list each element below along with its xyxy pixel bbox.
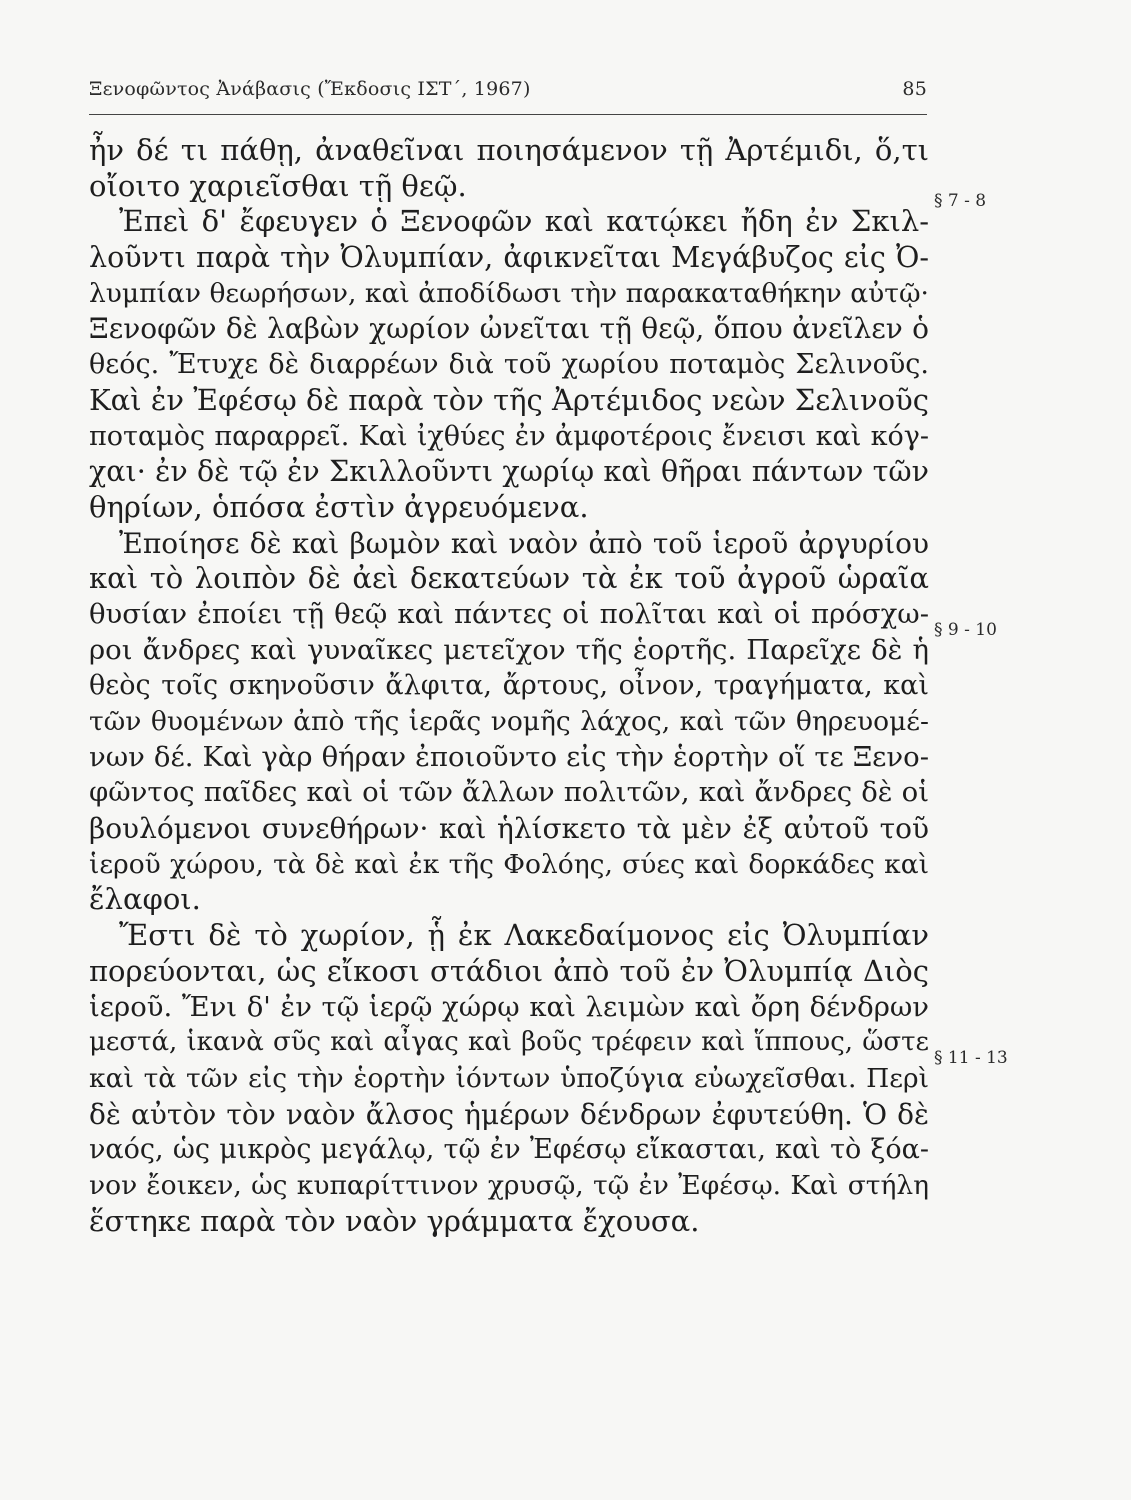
text-line: Ξενοφῶν δὲ λαβὼν χωρίον ὠνεῖται τῇ θεῷ, ὅπου ἀνεῖλεν ὁ xyxy=(89,312,929,346)
text-line: λυμπίαν θεωρήσων, καὶ ἀποδίδωσι τὴν παρακαταθήκην αὐτῷ· xyxy=(89,277,929,309)
text-line: Ἔστι δὲ τὸ χωρίον, ᾗ ἐκ Λακεδαίμονος εἰς Ὀλυμπίαν xyxy=(119,918,929,953)
text-line: θηρίων, ὁπόσα ἐστὶν ἀγρευόμενα. xyxy=(89,489,589,524)
text-line: ἔλαφοι. xyxy=(89,882,201,917)
header-rule xyxy=(89,114,927,115)
text-line: Ἐποίησε δὲ καὶ βωμὸν καὶ ναὸν ἀπὸ τοῦ ἱεροῦ ἀργυρίου xyxy=(119,526,929,560)
text-line: θεός. Ἔτυχε δὲ διαρρέων διὰ τοῦ χωρίου ποταμὸς Σελινοῦς. xyxy=(89,349,929,381)
page-number: 85 xyxy=(902,78,927,100)
text-line: ναός, ὡς μικρὸς μεγάλῳ, τῷ ἐν Ἐφέσῳ εἴκασται, καὶ τὸ ξόα- xyxy=(89,1134,929,1166)
text-line: θυσίαν ἐποίει τῇ θεῷ καὶ πάντες οἱ πολῖται καὶ οἱ πρόσχω- xyxy=(89,597,929,630)
text-line: καὶ τὰ τῶν εἰς τὴν ἑορτὴν ἰόντων ὑποζύγια εὐωχεῖσθαι. Περὶ xyxy=(89,1062,929,1094)
text-line: ἦν δέ τι πάθῃ, ἀναθεῖναι ποιησάμενον τῇ Ἀρτέμιδι, ὅ,τι xyxy=(89,133,929,167)
text-line: πορεύονται, ὡς εἴκοσι στάδιοι ἀπὸ τοῦ ἐν Ὀλυμπίᾳ Διὸς xyxy=(89,953,929,988)
text-line: θεὸς τοῖς σκηνοῦσιν ἄλφιτα, ἄρτους, οἶνον, τραγήματα, καὶ xyxy=(89,670,929,702)
body-text xyxy=(89,133,929,1239)
text-line: λοῦντι παρὰ τὴν Ὀλυμπίαν, ἀφικνεῖται Μεγάβυζος εἰς Ὀ- xyxy=(89,241,929,275)
text-line: χαι· ἐν δὲ τῷ ἐν Σκιλλοῦντι χωρίῳ καὶ θῆραι πάντων τῶν xyxy=(89,455,929,489)
text-line: οἴοιτο χαριεῖσθαι τῇ θεῷ. xyxy=(89,168,467,203)
running-title: Ξενοφῶντος Ἀνάβασις (Ἔκδοσις ΙΣΤ΄, 1967) xyxy=(89,78,531,100)
text-line: ἱεροῦ χώρου, τὰ δὲ καὶ ἐκ τῆς Φολόης, σύες καὶ δορκάδες καὶ xyxy=(89,848,929,880)
text-line: νων δέ. Καὶ γὰρ θήραν ἐποιοῦντο εἰς τὴν ἑορτὴν οἵ τε Ξενο- xyxy=(89,740,929,773)
text-line: Ἐπεὶ δ' ἔφευγεν ὁ Ξενοφῶν καὶ κατῴκει ἤδη ἐν Σκιλ- xyxy=(119,204,929,239)
text-line: καὶ τὸ λοιπὸν δὲ ἀεὶ δεκατεύων τὰ ἐκ τοῦ ἀγροῦ ὡραῖα xyxy=(89,561,929,596)
text-line: φῶντος παῖδες καὶ οἱ τῶν ἄλλων πολιτῶν, καὶ ἄνδρες δὲ οἱ xyxy=(89,776,929,809)
text-line: μεστά, ἱκανὰ σῦς καὶ αἶγας καὶ βοῦς τρέφειν καὶ ἵππους, ὥστε xyxy=(89,1027,929,1058)
text-line: τῶν θυομένων ἀπὸ τῆς ἱερᾶς νομῆς λάχος, καὶ τῶν θηρευομέ- xyxy=(89,706,929,737)
text-line: ροι ἄνδρες καὶ γυναῖκες μετεῖχον τῆς ἑορτῆς. Παρεῖχε δὲ ἡ xyxy=(89,633,929,666)
text-line: ποταμὸς παραρρεῖ. Καὶ ἰχθύες ἐν ἀμφοτέροις ἔνεισι καὶ κόγ- xyxy=(89,420,929,452)
text-line: ἕστηκε παρὰ τὸν ναὸν γράμματα ἔχουσα. xyxy=(89,1203,700,1238)
text-line: βουλόμενοι συνεθήρων· καὶ ἡλίσκετο τὰ μὲν ἐξ αὐτοῦ τοῦ xyxy=(89,812,929,846)
section-marker-11-13: § 11 - 13 xyxy=(934,1048,1008,1068)
running-header xyxy=(89,78,927,106)
text-line: ἱεροῦ. Ἔνι δ' ἐν τῷ ἱερῷ χώρῳ καὶ λειμὼν καὶ ὄρη δένδρων xyxy=(89,990,929,1023)
text-line: δὲ αὐτὸν τὸν ναὸν ἄλσος ἡμέρων δένδρων ἐφυτεύθη. Ὁ δὲ xyxy=(89,1097,929,1131)
text-line: νον ἔοικεν, ὡς κυπαρίττινον χρυσῷ, τῷ ἐν Ἐφέσῳ. Καὶ στήλη xyxy=(89,1169,929,1201)
section-marker-7-8: § 7 - 8 xyxy=(934,191,987,211)
section-marker-9-10: § 9 - 10 xyxy=(934,620,997,640)
text-line: Καὶ ἐν Ἐφέσῳ δὲ παρὰ τὸν τῆς Ἀρτέμιδος νεὼν Σελινοῦς xyxy=(89,382,929,417)
